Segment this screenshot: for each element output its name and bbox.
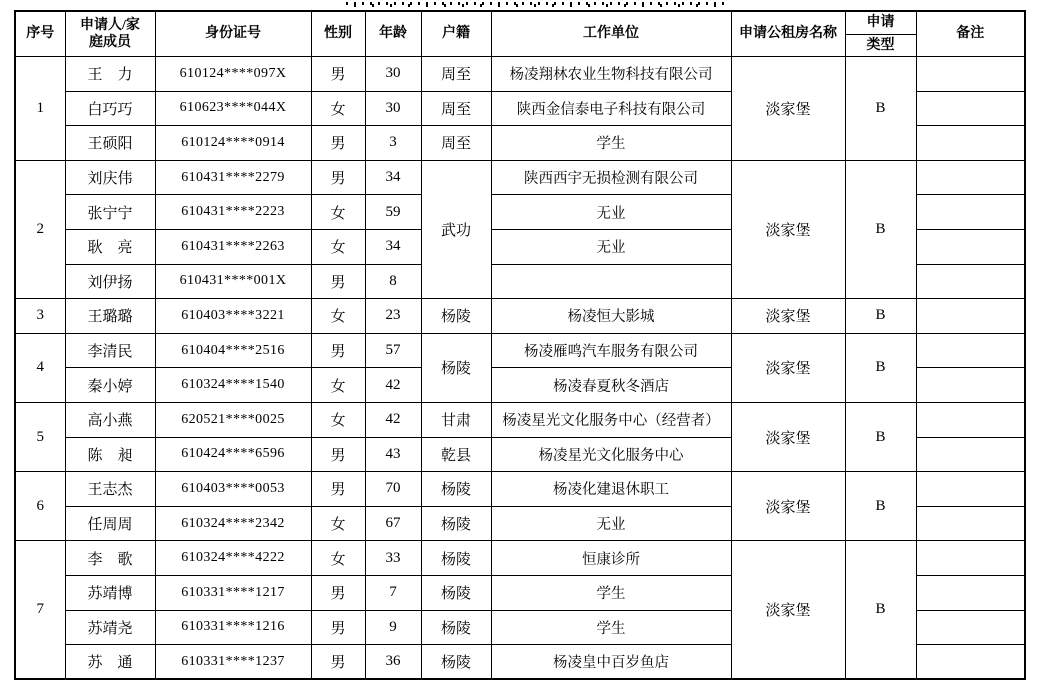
type-cell: B: [845, 333, 916, 402]
housing-cell: 淡家堡: [731, 160, 845, 298]
serial-cell: 5: [15, 402, 65, 471]
id-cell: 610331****1237: [155, 645, 311, 680]
clipped-title-text: [346, 2, 728, 7]
id-cell: 610623****044X: [155, 91, 311, 126]
employer-cell: 杨凌星光文化服务中心: [491, 437, 731, 472]
id-cell: 620521****0025: [155, 402, 311, 437]
name-cell: 耿 亮: [65, 229, 155, 264]
id-cell: 610124****097X: [155, 57, 311, 92]
remark-cell: [916, 195, 1025, 230]
serial-cell: 7: [15, 541, 65, 679]
gender-cell: 女: [311, 299, 365, 334]
employer-cell: 学生: [491, 610, 731, 645]
age-cell: 34: [365, 229, 421, 264]
header-id-number: 身份证号: [155, 11, 311, 57]
age-cell: 33: [365, 541, 421, 576]
employer-cell: 无业: [491, 229, 731, 264]
registration-cell: 武功: [421, 160, 491, 298]
serial-cell: 2: [15, 160, 65, 298]
age-cell: 30: [365, 57, 421, 92]
employer-cell: 无业: [491, 506, 731, 541]
table-body: [15, 57, 1025, 680]
name-cell: 秦小婷: [65, 368, 155, 403]
registration-cell: 杨陵: [421, 610, 491, 645]
age-cell: 36: [365, 645, 421, 680]
gender-cell: 男: [311, 437, 365, 472]
age-cell: 67: [365, 506, 421, 541]
header-applicant: [65, 11, 155, 57]
serial-cell: 3: [15, 299, 65, 334]
remark-cell: [916, 402, 1025, 437]
id-cell: 610324****1540: [155, 368, 311, 403]
remark-cell: [916, 126, 1025, 161]
remark-cell: [916, 437, 1025, 472]
header-row: [15, 11, 1025, 57]
gender-cell: 女: [311, 402, 365, 437]
name-cell: 王志杰: [65, 472, 155, 507]
name-cell: 王硕阳: [65, 126, 155, 161]
name-cell: 李 歌: [65, 541, 155, 576]
id-cell: 610331****1216: [155, 610, 311, 645]
registration-cell: 甘肃: [421, 402, 491, 437]
id-cell: 610331****1217: [155, 575, 311, 610]
gender-cell: 女: [311, 506, 365, 541]
housing-cell: 淡家堡: [731, 541, 845, 679]
type-cell: B: [845, 541, 916, 679]
table-row: [15, 402, 1025, 437]
employer-cell: 杨凌星光文化服务中心（经营者）: [491, 402, 731, 437]
name-cell: 张宁宁: [65, 195, 155, 230]
age-cell: 57: [365, 333, 421, 368]
gender-cell: 女: [311, 91, 365, 126]
id-cell: 610424****6596: [155, 437, 311, 472]
remark-cell: [916, 472, 1025, 507]
employer-cell: 杨凌皇中百岁鱼店: [491, 645, 731, 680]
gender-cell: 女: [311, 368, 365, 403]
name-cell: 苏靖尧: [65, 610, 155, 645]
gender-cell: 男: [311, 126, 365, 161]
remark-cell: [916, 264, 1025, 299]
remark-cell: [916, 575, 1025, 610]
gender-cell: 女: [311, 541, 365, 576]
age-cell: 59: [365, 195, 421, 230]
remark-cell: [916, 229, 1025, 264]
housing-cell: 淡家堡: [731, 299, 845, 334]
registration-cell: 杨陵: [421, 541, 491, 576]
age-cell: 9: [365, 610, 421, 645]
table-header: [15, 11, 1025, 57]
employer-cell: 学生: [491, 126, 731, 161]
type-cell: B: [845, 160, 916, 298]
name-cell: 王璐璐: [65, 299, 155, 334]
public-housing-applicants-table: [14, 10, 1026, 680]
remark-cell: [916, 91, 1025, 126]
employer-cell: 陕西金信泰电子科技有限公司: [491, 91, 731, 126]
type-cell: B: [845, 402, 916, 471]
gender-cell: 男: [311, 610, 365, 645]
employer-cell: 杨凌化建退休职工: [491, 472, 731, 507]
registration-cell: 杨陵: [421, 575, 491, 610]
id-cell: 610324****4222: [155, 541, 311, 576]
employer-cell: [491, 264, 731, 299]
name-cell: 王 力: [65, 57, 155, 92]
gender-cell: 男: [311, 333, 365, 368]
type-cell: B: [845, 299, 916, 334]
name-cell: 苏靖博: [65, 575, 155, 610]
table-row: [15, 160, 1025, 195]
housing-cell: 淡家堡: [731, 333, 845, 402]
name-cell: 白巧巧: [65, 91, 155, 126]
gender-cell: 女: [311, 229, 365, 264]
remark-cell: [916, 610, 1025, 645]
table-row: [15, 333, 1025, 368]
registration-cell: 杨陵: [421, 472, 491, 507]
age-cell: 8: [365, 264, 421, 299]
name-cell: 李清民: [65, 333, 155, 368]
registration-cell: 周至: [421, 91, 491, 126]
id-cell: 610404****2516: [155, 333, 311, 368]
gender-cell: 男: [311, 645, 365, 680]
name-cell: 苏 通: [65, 645, 155, 680]
age-cell: 70: [365, 472, 421, 507]
registration-cell: 杨陵: [421, 333, 491, 402]
header-housing-name: 申请公租房名称: [731, 11, 845, 57]
id-cell: 610431****2263: [155, 229, 311, 264]
employer-cell: 学生: [491, 575, 731, 610]
employer-cell: 无业: [491, 195, 731, 230]
registration-cell: 杨陵: [421, 299, 491, 334]
header-serial: 序号: [15, 11, 65, 57]
name-cell: 高小燕: [65, 402, 155, 437]
name-cell: 刘伊扬: [65, 264, 155, 299]
registration-cell: 周至: [421, 126, 491, 161]
remark-cell: [916, 160, 1025, 195]
serial-cell: 6: [15, 472, 65, 541]
registration-cell: 杨陵: [421, 506, 491, 541]
table-row: [15, 472, 1025, 507]
header-employer: 工作单位: [491, 11, 731, 57]
header-applicant-line1: 申请人/家: [80, 17, 140, 33]
header-age: 年龄: [365, 11, 421, 57]
age-cell: 43: [365, 437, 421, 472]
age-cell: 7: [365, 575, 421, 610]
header-registration: 户籍: [421, 11, 491, 57]
remark-cell: [916, 333, 1025, 368]
employer-cell: 恒康诊所: [491, 541, 731, 576]
table-row: [15, 541, 1025, 576]
age-cell: 23: [365, 299, 421, 334]
employer-cell: 杨凌春夏秋冬酒店: [491, 368, 731, 403]
id-cell: 610431****2279: [155, 160, 311, 195]
age-cell: 30: [365, 91, 421, 126]
employer-cell: 陕西西宇无损检测有限公司: [491, 160, 731, 195]
housing-cell: 淡家堡: [731, 402, 845, 471]
name-cell: 陈 昶: [65, 437, 155, 472]
table-row: [15, 57, 1025, 92]
registration-cell: 杨陵: [421, 645, 491, 680]
remark-cell: [916, 299, 1025, 334]
header-gender: 性别: [311, 11, 365, 57]
id-cell: 610124****0914: [155, 126, 311, 161]
id-cell: 610431****2223: [155, 195, 311, 230]
gender-cell: 男: [311, 264, 365, 299]
remark-cell: [916, 57, 1025, 92]
table-row: [15, 299, 1025, 334]
age-cell: 42: [365, 402, 421, 437]
housing-cell: 淡家堡: [731, 472, 845, 541]
age-cell: 34: [365, 160, 421, 195]
remark-cell: [916, 645, 1025, 680]
name-cell: 任周周: [65, 506, 155, 541]
header-applicant-line2: 庭成员: [89, 35, 131, 50]
remark-cell: [916, 506, 1025, 541]
type-cell: B: [845, 57, 916, 161]
gender-cell: 男: [311, 57, 365, 92]
employer-cell: 杨凌雁鸣汽车服务有限公司: [491, 333, 731, 368]
header-remark: 备注: [916, 11, 1025, 57]
id-cell: 610403****0053: [155, 472, 311, 507]
remark-cell: [916, 368, 1025, 403]
gender-cell: 男: [311, 472, 365, 507]
housing-cell: 淡家堡: [731, 57, 845, 161]
id-cell: 610431****001X: [155, 264, 311, 299]
header-apply-type-line1: 申请: [846, 12, 916, 35]
employer-cell: 杨凌恒大影城: [491, 299, 731, 334]
remark-cell: [916, 541, 1025, 576]
serial-cell: 1: [15, 57, 65, 161]
name-cell: 刘庆伟: [65, 160, 155, 195]
employer-cell: 杨凌翔林农业生物科技有限公司: [491, 57, 731, 92]
gender-cell: 男: [311, 575, 365, 610]
gender-cell: 男: [311, 160, 365, 195]
registration-cell: 乾县: [421, 437, 491, 472]
id-cell: 610324****2342: [155, 506, 311, 541]
header-apply-type-line2: 类型: [866, 38, 895, 53]
header-apply-type: [845, 11, 916, 57]
age-cell: 3: [365, 126, 421, 161]
gender-cell: 女: [311, 195, 365, 230]
serial-cell: 4: [15, 333, 65, 402]
type-cell: B: [845, 472, 916, 541]
id-cell: 610403****3221: [155, 299, 311, 334]
age-cell: 42: [365, 368, 421, 403]
registration-cell: 周至: [421, 57, 491, 92]
